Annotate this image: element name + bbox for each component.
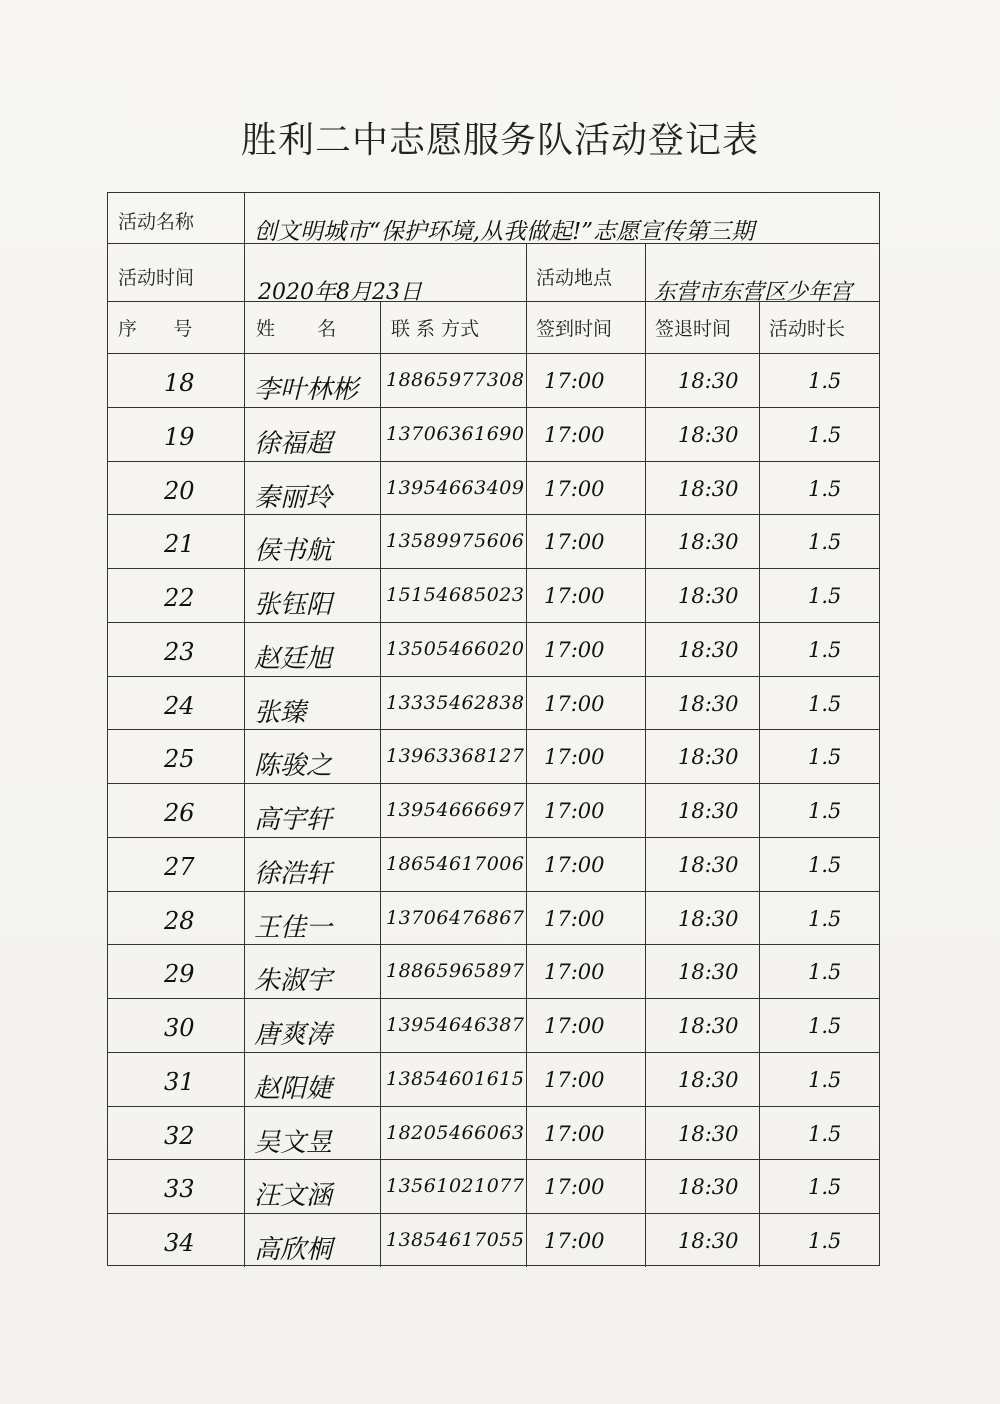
sign-out-cell: 18:30 bbox=[678, 1229, 739, 1254]
sign-out-cell: 18:30 bbox=[678, 960, 739, 985]
name-cell: 唐爽涛 bbox=[254, 1020, 333, 1051]
sign-in-cell: 17:00 bbox=[544, 1014, 605, 1039]
seq-cell: 18 bbox=[164, 369, 195, 397]
sign-out-cell: 18:30 bbox=[678, 369, 739, 393]
sign-out-cell: 18:30 bbox=[678, 637, 739, 662]
name-cell: 李叶林彬 bbox=[254, 375, 359, 405]
seq-cell: 28 bbox=[164, 906, 195, 935]
row-divider bbox=[108, 568, 879, 569]
row-divider bbox=[108, 891, 879, 892]
name-cell: 王佳一 bbox=[254, 912, 333, 943]
name-cell: 赵廷旭 bbox=[254, 643, 333, 674]
duration-cell: 1.5 bbox=[808, 1014, 842, 1039]
phone-cell: 13854617055 bbox=[386, 1229, 525, 1252]
phone-cell: 15154685023 bbox=[386, 584, 525, 607]
phone-cell: 13954646387 bbox=[386, 1014, 525, 1037]
sign-out-header: 签退时间 bbox=[655, 318, 732, 340]
name-cell: 高宇轩 bbox=[254, 805, 333, 836]
seq-cell: 20 bbox=[164, 476, 195, 505]
name-header: 姓 名 bbox=[256, 318, 337, 340]
seq-cell: 31 bbox=[164, 1067, 195, 1096]
name-cell: 侯书航 bbox=[254, 536, 333, 567]
duration-cell: 1.5 bbox=[808, 960, 842, 985]
sign-out-cell: 18:30 bbox=[678, 745, 739, 770]
seq-cell: 32 bbox=[164, 1121, 195, 1150]
row-divider bbox=[108, 998, 879, 999]
name-cell: 赵阳婕 bbox=[254, 1073, 333, 1104]
seq-cell: 29 bbox=[164, 960, 195, 989]
sign-in-cell: 17:00 bbox=[544, 637, 605, 662]
sign-out-cell: 18:30 bbox=[678, 852, 739, 877]
sign-in-cell: 17:00 bbox=[544, 1175, 605, 1200]
sign-in-header: 签到时间 bbox=[536, 318, 613, 340]
duration-header: 活动时长 bbox=[769, 318, 846, 340]
phone-cell: 13589975606 bbox=[386, 530, 525, 553]
sign-in-cell: 17:00 bbox=[544, 745, 605, 770]
name-cell: 张臻 bbox=[254, 697, 307, 728]
duration-cell: 1.5 bbox=[808, 476, 842, 501]
sign-in-cell: 17:00 bbox=[544, 530, 605, 555]
phone-cell: 18865965897 bbox=[386, 960, 525, 983]
duration-cell: 1.5 bbox=[808, 369, 842, 393]
sign-in-cell: 17:00 bbox=[544, 906, 605, 931]
duration-cell: 1.5 bbox=[808, 584, 842, 609]
activity-date-value: 2020年8月23日 bbox=[258, 280, 422, 305]
row-divider bbox=[108, 1106, 879, 1107]
duration-cell: 1.5 bbox=[808, 799, 842, 824]
phone-cell: 18654617006 bbox=[386, 852, 525, 875]
sign-out-cell: 18:30 bbox=[678, 1175, 739, 1200]
sign-in-cell: 17:00 bbox=[544, 1229, 605, 1254]
duration-cell: 1.5 bbox=[808, 852, 842, 877]
sign-in-cell: 17:00 bbox=[544, 691, 605, 716]
seq-cell: 22 bbox=[164, 584, 195, 613]
row-divider bbox=[108, 514, 879, 515]
phone-cell: 13963368127 bbox=[386, 745, 525, 768]
sign-in-cell: 17:00 bbox=[544, 960, 605, 985]
seq-cell: 27 bbox=[164, 852, 195, 881]
contact-header: 联 系 方式 bbox=[391, 318, 480, 340]
sign-out-cell: 18:30 bbox=[678, 799, 739, 824]
seq-cell: 30 bbox=[164, 1014, 195, 1043]
duration-cell: 1.5 bbox=[808, 422, 842, 447]
duration-cell: 1.5 bbox=[808, 1067, 842, 1092]
row-divider bbox=[108, 1052, 879, 1053]
seq-cell: 19 bbox=[164, 422, 195, 451]
name-cell: 高欣桐 bbox=[254, 1235, 333, 1266]
phone-cell: 13706476867 bbox=[386, 906, 525, 929]
row-divider bbox=[108, 622, 879, 623]
phone-cell: 13954663409 bbox=[386, 476, 525, 499]
phone-cell: 13335462838 bbox=[386, 691, 525, 714]
sign-in-cell: 17:00 bbox=[544, 476, 605, 501]
divider bbox=[645, 243, 646, 1267]
name-cell: 徐福超 bbox=[254, 428, 333, 459]
phone-cell: 13561021077 bbox=[386, 1175, 525, 1198]
sign-in-cell: 17:00 bbox=[544, 1067, 605, 1092]
name-cell: 张钰阳 bbox=[254, 590, 333, 621]
seq-cell: 24 bbox=[164, 691, 195, 720]
sign-in-cell: 17:00 bbox=[544, 799, 605, 824]
row-divider bbox=[108, 407, 879, 408]
page-title: 胜利二中志愿服务队活动登记表 bbox=[240, 120, 759, 161]
name-cell: 秦丽玲 bbox=[254, 482, 333, 513]
activity-place-label: 活动地点 bbox=[536, 267, 613, 289]
name-cell: 朱淑宇 bbox=[254, 966, 333, 997]
sign-out-cell: 18:30 bbox=[678, 584, 739, 609]
sign-in-cell: 17:00 bbox=[544, 852, 605, 877]
phone-cell: 13505466020 bbox=[386, 637, 525, 660]
phone-cell: 13706361690 bbox=[386, 422, 525, 445]
row-divider bbox=[108, 1159, 879, 1160]
name-cell: 陈骏之 bbox=[254, 751, 333, 782]
sign-out-cell: 18:30 bbox=[678, 1121, 739, 1146]
registration-form bbox=[107, 192, 880, 1266]
duration-cell: 1.5 bbox=[808, 530, 842, 555]
sign-out-cell: 18:30 bbox=[678, 1067, 739, 1092]
seq-cell: 21 bbox=[164, 530, 195, 559]
activity-name-value: 创文明城市“保护环境,从我做起!”志愿宣传第三期 bbox=[254, 219, 755, 245]
sign-in-cell: 17:00 bbox=[544, 369, 605, 393]
name-cell: 徐浩轩 bbox=[254, 858, 333, 889]
seq-cell: 34 bbox=[164, 1229, 195, 1258]
phone-cell: 13954666697 bbox=[386, 799, 525, 822]
row-divider bbox=[108, 676, 879, 677]
sign-in-cell: 17:00 bbox=[544, 1121, 605, 1146]
activity-time-label: 活动时间 bbox=[118, 267, 195, 289]
row-divider bbox=[108, 783, 879, 784]
row-divider bbox=[108, 944, 879, 945]
sign-out-cell: 18:30 bbox=[678, 530, 739, 555]
sign-out-cell: 18:30 bbox=[678, 1014, 739, 1039]
row-divider bbox=[108, 837, 879, 838]
duration-cell: 1.5 bbox=[808, 1229, 842, 1254]
sign-out-cell: 18:30 bbox=[678, 476, 739, 501]
duration-cell: 1.5 bbox=[808, 1121, 842, 1146]
divider bbox=[526, 243, 527, 1267]
sign-out-cell: 18:30 bbox=[678, 691, 739, 716]
row-divider bbox=[108, 729, 879, 730]
seq-cell: 33 bbox=[164, 1175, 195, 1204]
phone-cell: 18865977308 bbox=[386, 369, 525, 391]
sign-in-cell: 17:00 bbox=[544, 584, 605, 609]
seq-cell: 23 bbox=[164, 637, 195, 666]
sign-out-cell: 18:30 bbox=[678, 422, 739, 447]
seq-header: 序 号 bbox=[118, 318, 193, 340]
name-cell: 汪文涵 bbox=[254, 1181, 333, 1212]
phone-cell: 13854601615 bbox=[386, 1067, 525, 1090]
row-divider bbox=[108, 1213, 879, 1214]
duration-cell: 1.5 bbox=[808, 906, 842, 931]
sign-in-cell: 17:00 bbox=[544, 422, 605, 447]
duration-cell: 1.5 bbox=[808, 1175, 842, 1200]
divider bbox=[108, 353, 879, 354]
name-cell: 吴文昱 bbox=[254, 1127, 333, 1158]
phone-cell: 18205466063 bbox=[386, 1121, 525, 1144]
sign-out-cell: 18:30 bbox=[678, 906, 739, 931]
activity-name-label: 活动名称 bbox=[118, 211, 195, 233]
row-divider bbox=[108, 461, 879, 462]
seq-cell: 25 bbox=[164, 745, 195, 774]
activity-place-value: 东营市东营区少年宫 bbox=[654, 280, 853, 305]
duration-cell: 1.5 bbox=[808, 745, 842, 770]
duration-cell: 1.5 bbox=[808, 637, 842, 662]
duration-cell: 1.5 bbox=[808, 691, 842, 716]
seq-cell: 26 bbox=[164, 799, 195, 828]
